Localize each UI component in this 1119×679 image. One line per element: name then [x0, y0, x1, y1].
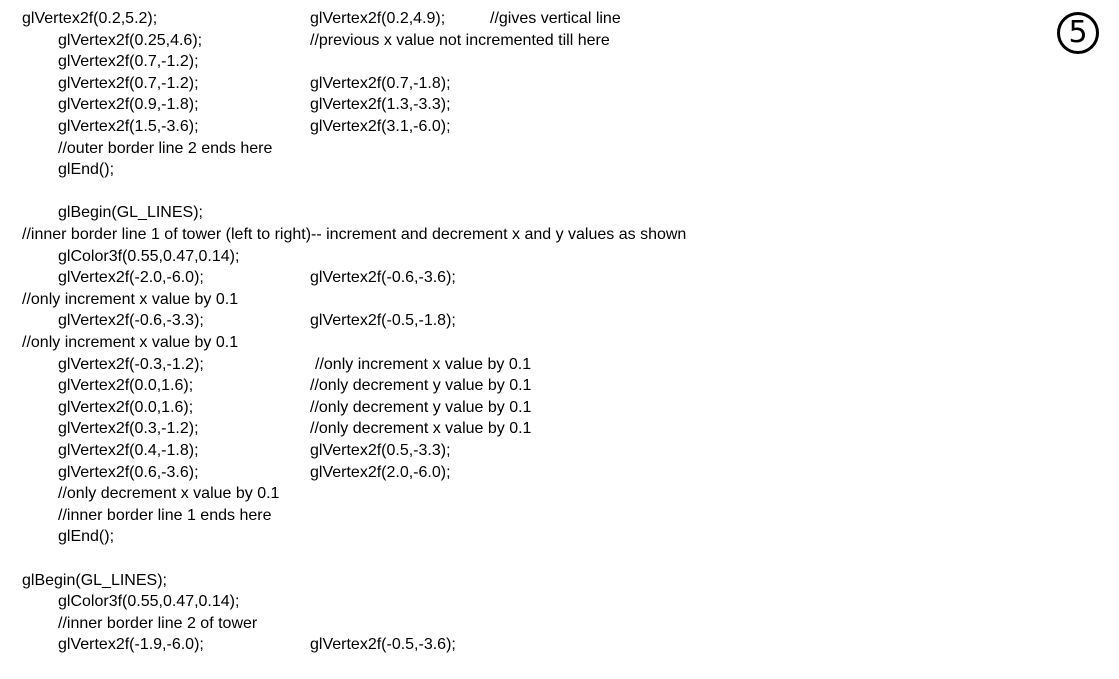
- page-number-badge: 5: [1057, 12, 1099, 54]
- code-text: glEnd();: [58, 161, 115, 179]
- code-comment: //gives vertical line: [490, 10, 621, 27]
- code-text-col2: //only decrement y value by 0.1: [310, 398, 532, 416]
- code-text: glVertex2f(0.3,-1.2);: [58, 420, 199, 438]
- code-text-col2: glVertex2f(-0.6,-3.6);: [310, 269, 456, 287]
- code-text-col2: //only increment x value by 0.1: [315, 355, 532, 373]
- code-text: glVertex2f(0.0,1.6);: [58, 377, 194, 395]
- code-text: glColor3f(0.55,0.47,0.14);: [58, 593, 240, 611]
- code-text-col2: glVertex2f(-0.5,-3.6);: [310, 636, 456, 654]
- code-text: //only increment x value by 0.1: [22, 290, 239, 308]
- code-text: glVertex2f(0.0,1.6);: [58, 398, 194, 416]
- code-text-col2: glVertex2f(1.3,-3.3);: [310, 96, 451, 114]
- code-text-col2: glVertex2f(0.2,4.9);: [310, 10, 446, 27]
- code-text: glColor3f(0.55,0.47,0.14);: [58, 247, 240, 265]
- code-text: glBegin(GL_LINES);: [22, 571, 167, 589]
- code-text: glVertex2f(-2.0,-6.0);: [58, 269, 204, 287]
- code-text: //only decrement x value by 0.1: [58, 485, 280, 503]
- code-text: //inner border line 1 of tower (left to right)-- increment and decrement x and y values as shown: [22, 226, 687, 243]
- code-text: glBegin(GL_LINES);: [58, 204, 203, 222]
- code-text-col2: //only decrement x value by 0.1: [310, 420, 532, 438]
- code-text: glVertex2f(1.5,-3.6);: [58, 118, 199, 135]
- code-text: glVertex2f(-1.9,-6.0);: [58, 636, 204, 654]
- code-text: //only increment x value by 0.1: [22, 334, 239, 351]
- code-text-col2: glVertex2f(-0.5,-1.8);: [310, 312, 456, 330]
- code-text-col2: glVertex2f(3.1,-6.0);: [310, 118, 451, 135]
- code-text: glVertex2f(0.25,4.6);: [58, 31, 203, 49]
- code-text-col2: //previous x value not incremented till here: [310, 31, 610, 49]
- code-text: glVertex2f(0.7,-1.2);: [58, 53, 199, 71]
- code-text: glVertex2f(-0.3,-1.2);: [58, 355, 204, 373]
- code-text-col2: glVertex2f(0.7,-1.8);: [310, 74, 451, 92]
- code-text: glVertex2f(0.7,-1.2);: [58, 74, 199, 92]
- code-text: //outer border line 2 ends here: [58, 139, 273, 157]
- code-text: glVertex2f(0.2,5.2);: [22, 10, 158, 27]
- code-text: glVertex2f(0.9,-1.8);: [58, 96, 199, 114]
- code-text-col2: //only decrement y value by 0.1: [310, 377, 532, 395]
- code-text: glVertex2f(-0.6,-3.3);: [58, 312, 204, 330]
- code-text: glVertex2f(0.4,-1.8);: [58, 442, 199, 459]
- code-text-col2: glVertex2f(0.5,-3.3);: [310, 442, 451, 459]
- code-text-col2: glVertex2f(2.0,-6.0);: [310, 463, 451, 481]
- code-text: //inner border line 2 of tower: [58, 614, 258, 632]
- code-text: glVertex2f(0.6,-3.6);: [58, 463, 199, 481]
- code-text: //inner border line 1 ends here: [58, 506, 272, 524]
- code-text: glEnd();: [58, 528, 115, 546]
